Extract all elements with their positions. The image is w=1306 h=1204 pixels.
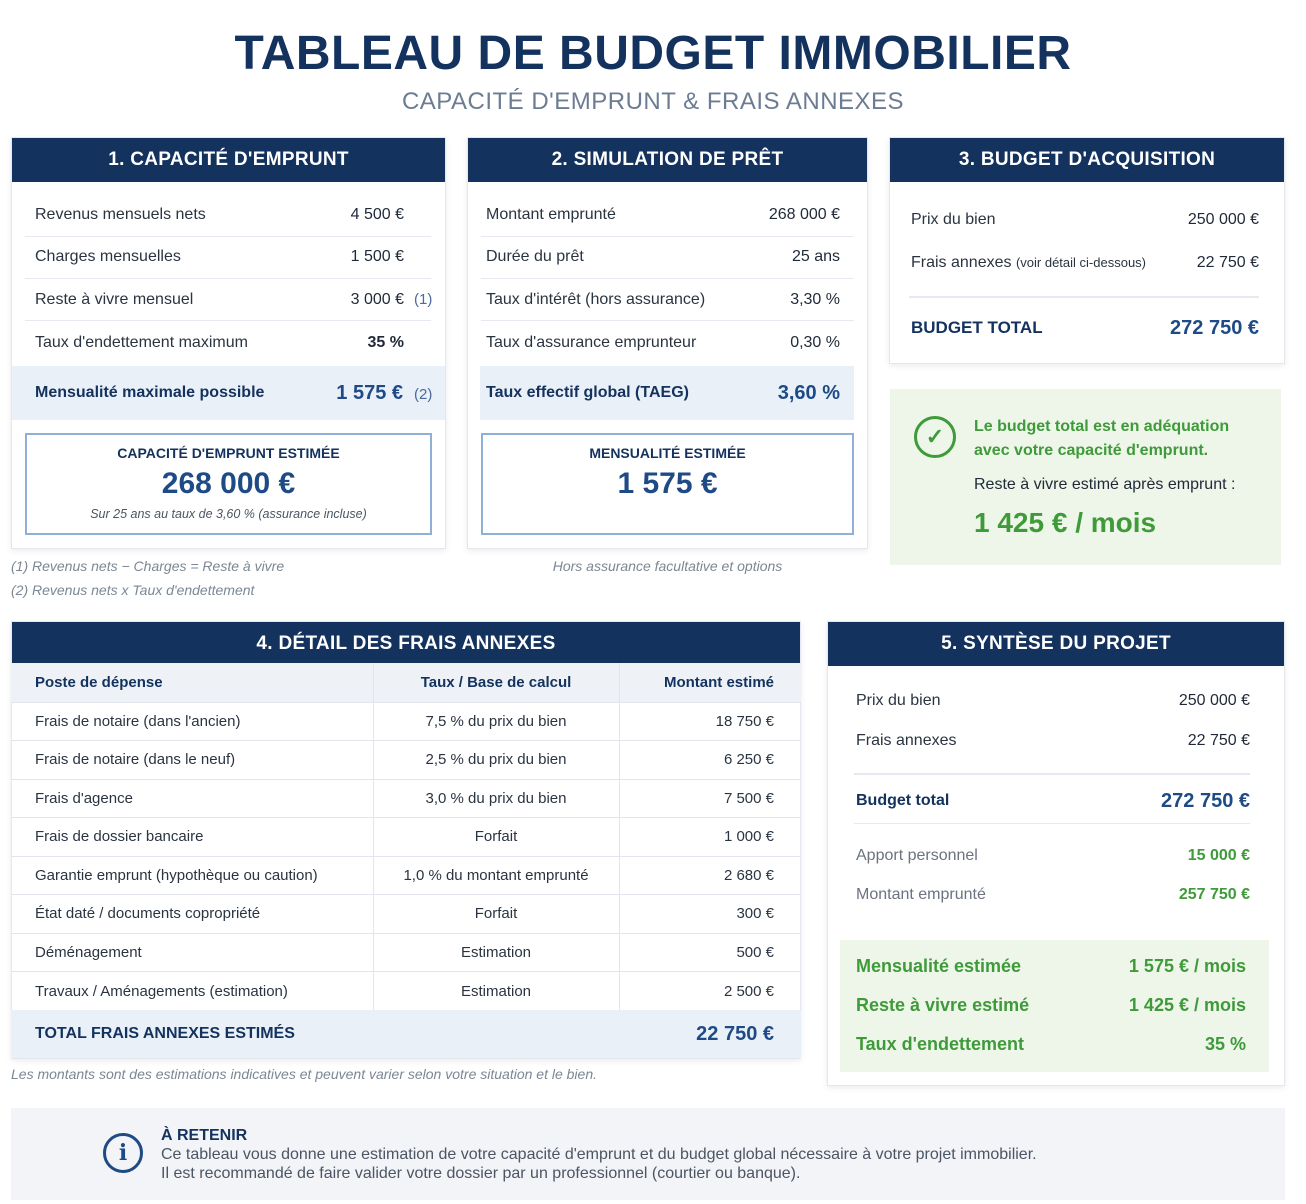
adequation-amount: 1 425 € / mois — [974, 507, 1157, 538]
capacite-estimate-box — [25, 433, 432, 535]
page-subtitle: CAPACITÉ D'EMPRUNT & FRAIS ANNEXES — [401, 88, 905, 115]
divider — [481, 278, 854, 279]
capacite-row-reste: Reste à vivre mensuel 3 000 € — [35, 291, 404, 308]
budget-heading: 3. BUDGET D'ACQUISITION — [890, 138, 1284, 182]
frais-table — [11, 663, 801, 1010]
column-header: Taux / Base de calcul — [373, 663, 619, 702]
retenir-title: À RETENIR — [161, 1127, 248, 1144]
estimate-note: Sur 25 ans au taux de 3,60 % (assurance incluse) — [90, 507, 367, 521]
footnote-ref-2: (2) — [414, 386, 433, 403]
estimate-amount: 1 575 € — [617, 467, 718, 500]
table-row: Frais d'agence 3,0 % du prix du bien 7 500 € — [11, 779, 801, 818]
simulation-footnote: Hors assurance facultative et options — [552, 558, 783, 574]
footnote-2: (2) Revenus nets x Taux d'endettement — [11, 582, 255, 598]
simulation-highlight: Taux effectif global (TAEG) 3,60 % — [480, 366, 854, 420]
estimate-caption: MENSUALITÉ ESTIMÉE — [589, 445, 746, 461]
info-icon: i — [103, 1133, 143, 1173]
footnote-ref-1: (1) — [414, 291, 433, 308]
estimate-caption: CAPACITÉ D'EMPRUNT ESTIMÉE — [117, 445, 340, 461]
footnote-1: (1) Revenus nets − Charges = Reste à vivre — [11, 558, 285, 574]
table-header-row — [11, 663, 801, 702]
capacite-heading: 1. CAPACITÉ D'EMPRUNT — [12, 138, 445, 182]
divider — [25, 320, 431, 321]
synthese-reste: Reste à vivre estimé 1 425 € / mois — [856, 995, 1246, 1015]
capacite-highlight: Mensualité maximale possible 1 575 € — [12, 366, 445, 420]
synthese-row-emprunt: Montant emprunté 257 750 € — [856, 886, 1250, 903]
page-title: TABLEAU DE BUDGET IMMOBILIER — [234, 27, 1072, 80]
capacite-row-taux: Taux d'endettement maximum 35 % — [35, 334, 404, 351]
divider — [854, 823, 1250, 824]
simulation-row-taux-assurance: Taux d'assurance emprunteur 0,30 % — [486, 334, 840, 351]
budget-row-frais: Frais annexes (voir détail ci-dessous) 22 750 € — [911, 254, 1259, 271]
synthese-row-frais: Frais annexes 22 750 € — [856, 732, 1250, 749]
column-header: Montant estimé — [619, 663, 801, 702]
table-row: Frais de notaire (dans l'ancien) 7,5 % du prix du bien 18 750 € — [11, 702, 801, 741]
synthese-mensualite: Mensualité estimée 1 575 € / mois — [856, 956, 1246, 976]
table-row: Garantie emprunt (hypothèque ou caution) 1,0 % du montant emprunté 2 680 € — [11, 856, 801, 895]
divider — [25, 236, 431, 237]
retenir-line-2: Il est recommandé de faire valider votre dossier par un professionnel (courtier ou banque). — [161, 1165, 801, 1182]
divider — [481, 236, 854, 237]
table-row: Déménagement Estimation 500 € — [11, 933, 801, 972]
synthese-summary-box — [840, 940, 1269, 1072]
check-circle-icon: ✓ — [914, 416, 956, 458]
divider — [481, 320, 854, 321]
divider — [909, 296, 1259, 298]
synthese-taux: Taux d'endettement 35 % — [856, 1034, 1246, 1054]
simulation-row-montant: Montant emprunté 268 000 € — [486, 206, 840, 223]
frais-heading: 4. DÉTAIL DES FRAIS ANNEXES — [12, 622, 800, 666]
synthese-row-total: Budget total 272 750 € — [856, 789, 1250, 812]
simulation-heading: 2. SIMULATION DE PRÊT — [468, 138, 867, 182]
estimate-amount: 268 000 € — [161, 467, 296, 500]
budget-row-prix: Prix du bien 250 000 € — [911, 211, 1259, 228]
simulation-row-taux-interet: Taux d'intérêt (hors assurance) 3,30 % — [486, 291, 840, 308]
simulation-row-duree: Durée du prêt 25 ans — [486, 248, 840, 265]
retenir-box — [11, 1108, 1285, 1200]
capacite-row-revenus: Revenus mensuels nets 4 500 € — [35, 206, 404, 223]
retenir-line-1: Ce tableau vous donne une estimation de votre capacité d'emprunt et du budget global nécessaire à votre projet immobilier. — [161, 1146, 1037, 1163]
synthese-row-prix: Prix du bien 250 000 € — [856, 692, 1250, 709]
adequation-message: Le budget total est en adéquation avec votre capacité d'emprunt. — [974, 418, 1230, 459]
frais-total-row: TOTAL FRAIS ANNEXES ESTIMÉS 22 750 € — [11, 1010, 801, 1058]
table-row: Frais de notaire (dans le neuf) 2,5 % du prix du bien 6 250 € — [11, 741, 801, 780]
column-header: Poste de dépense — [11, 663, 373, 702]
simulation-estimate-box — [481, 433, 854, 535]
adequation-sub: Reste à vivre estimé après emprunt : — [974, 476, 1236, 493]
frais-footnote: Les montants sont des estimations indicatives et peuvent varier selon votre situation et le bien. — [11, 1066, 597, 1082]
synthese-row-apport: Apport personnel 15 000 € — [856, 847, 1250, 864]
synthese-heading: 5. SYNTÈSE DU PROJET — [828, 622, 1284, 666]
divider — [25, 278, 431, 279]
table-row: Travaux / Aménagements (estimation) Estimation 2 500 € — [11, 972, 801, 1011]
table-row: Frais de dossier bancaire Forfait 1 000 € — [11, 818, 801, 857]
table-row: État daté / documents copropriété Forfait 300 € — [11, 895, 801, 934]
capacite-row-charges: Charges mensuelles 1 500 € — [35, 248, 404, 265]
adequation-box — [890, 389, 1281, 565]
divider — [854, 773, 1250, 775]
budget-row-total: BUDGET TOTAL 272 750 € — [911, 316, 1259, 339]
